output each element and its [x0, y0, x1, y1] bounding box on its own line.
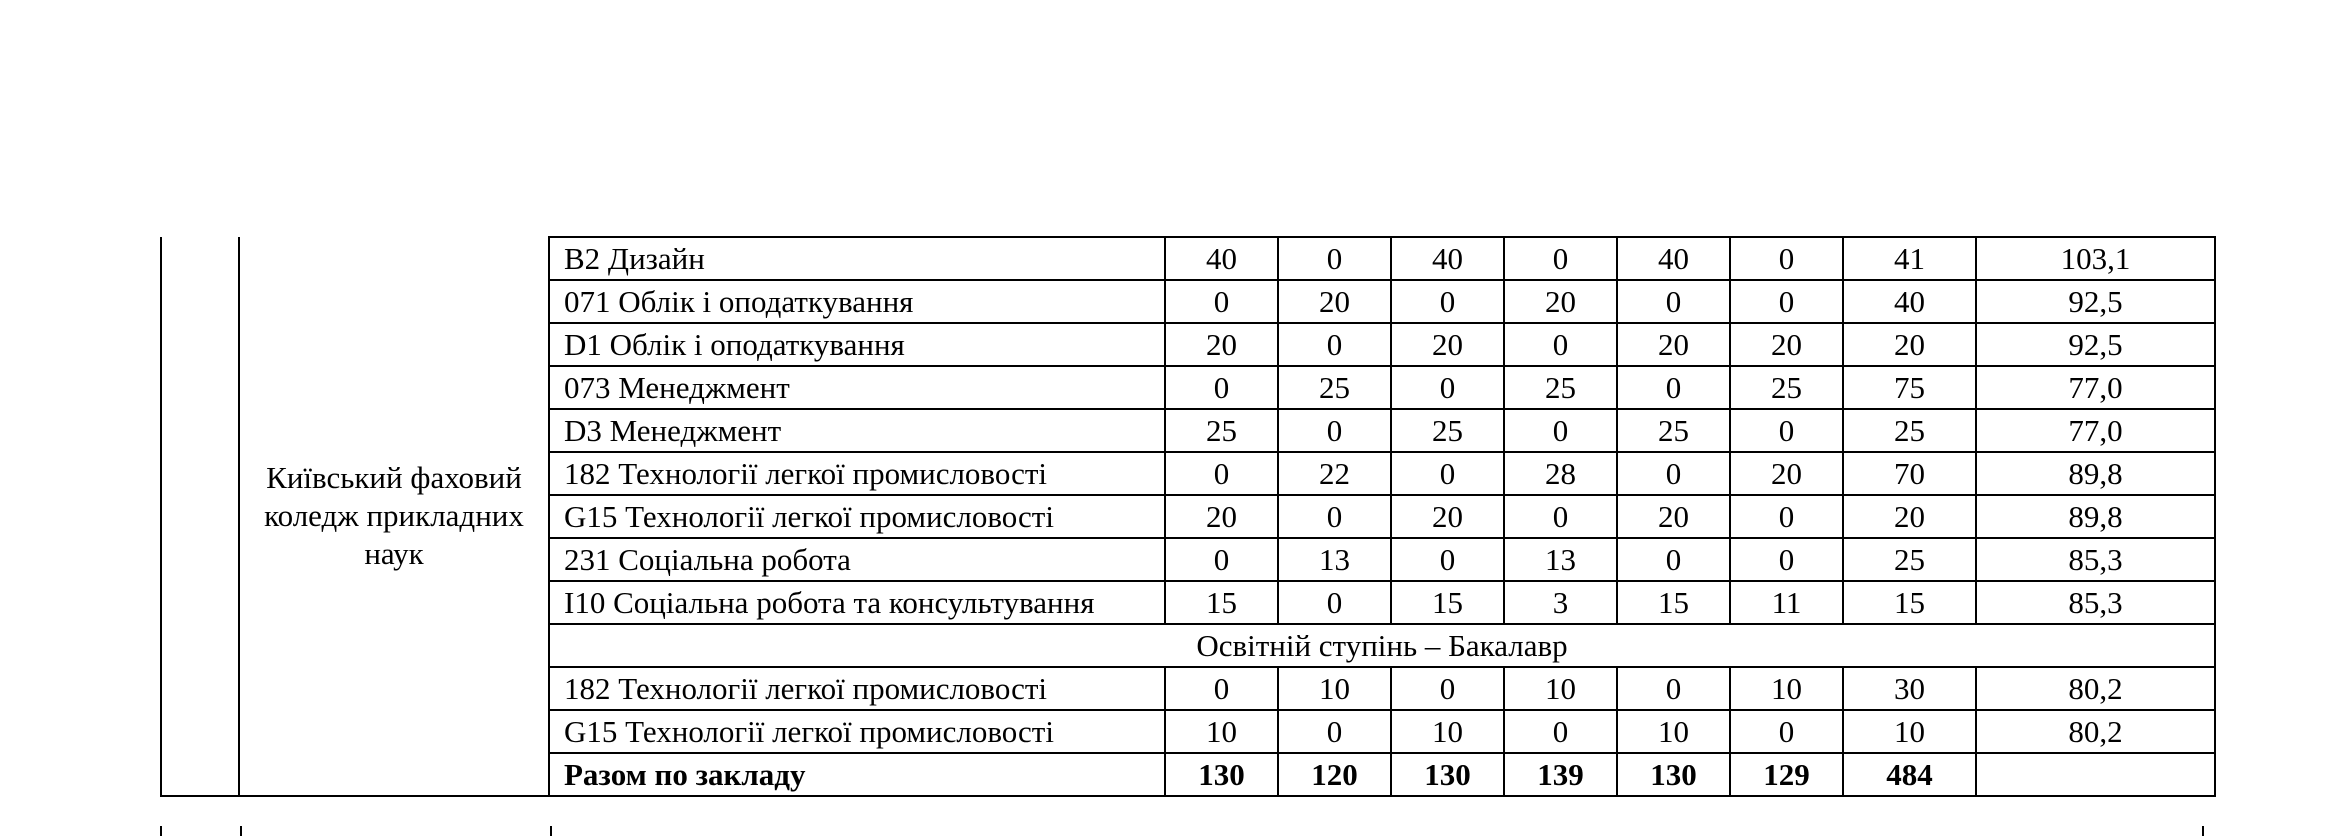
value-cell: 25 [1504, 366, 1617, 409]
value-cell: 20 [1617, 495, 1730, 538]
value-cell: 0 [1391, 280, 1504, 323]
value-cell: 22 [1278, 452, 1391, 495]
value-cell: 20 [1843, 495, 1976, 538]
specialty-name: 182 Технології легкої промисловості [549, 452, 1165, 495]
value-cell: 92,5 [1976, 280, 2215, 323]
value-cell: 25 [1843, 538, 1976, 581]
value-cell: 0 [1504, 409, 1617, 452]
value-cell: 0 [1278, 237, 1391, 280]
value-cell: 0 [1730, 237, 1843, 280]
value-cell: 89,8 [1976, 495, 2215, 538]
value-cell: 41 [1843, 237, 1976, 280]
value-cell: 20 [1391, 323, 1504, 366]
institution-name: Київський фаховий коледж прикладних наук [239, 237, 549, 796]
value-cell: 25 [1165, 409, 1278, 452]
value-cell: 70 [1843, 452, 1976, 495]
value-cell: 0 [1165, 366, 1278, 409]
value-cell: 10 [1165, 710, 1278, 753]
value-cell: 80,2 [1976, 667, 2215, 710]
value-cell: 10 [1730, 667, 1843, 710]
value-cell: 25 [1391, 409, 1504, 452]
specialty-name: G15 Технології легкої промисловості [549, 710, 1165, 753]
specialty-name: 071 Облік і оподаткування [549, 280, 1165, 323]
specialty-name: D3 Менеджмент [549, 409, 1165, 452]
value-cell: 20 [1617, 323, 1730, 366]
value-cell: 0 [1617, 366, 1730, 409]
value-cell: 20 [1391, 495, 1504, 538]
value-cell: 0 [1617, 538, 1730, 581]
specialty-name: 073 Менеджмент [549, 366, 1165, 409]
value-cell: 20 [1730, 323, 1843, 366]
row-number-cell [161, 237, 239, 796]
specialty-name: G15 Технології легкої промисловості [549, 495, 1165, 538]
value-cell: 20 [1843, 323, 1976, 366]
value-cell: 92,5 [1976, 323, 2215, 366]
value-cell: 20 [1165, 323, 1278, 366]
value-cell: 3 [1504, 581, 1617, 624]
value-cell: 0 [1165, 452, 1278, 495]
value-cell: 11 [1730, 581, 1843, 624]
value-cell: 25 [1730, 366, 1843, 409]
value-cell: 0 [1730, 495, 1843, 538]
value-cell: 28 [1504, 452, 1617, 495]
value-cell: 40 [1391, 237, 1504, 280]
value-cell: 10 [1504, 667, 1617, 710]
value-cell: 0 [1278, 495, 1391, 538]
section-title: Освітній ступінь – Бакалавр [549, 624, 2215, 667]
specialty-name: I10 Соціальна робота та консультування [549, 581, 1165, 624]
total-value-cell: 129 [1730, 753, 1843, 796]
value-cell: 85,3 [1976, 581, 2215, 624]
value-cell: 10 [1278, 667, 1391, 710]
value-cell: 25 [1617, 409, 1730, 452]
value-cell: 15 [1617, 581, 1730, 624]
value-cell: 0 [1391, 667, 1504, 710]
total-value-cell: 484 [1843, 753, 1976, 796]
value-cell: 10 [1843, 710, 1976, 753]
value-cell: 75 [1843, 366, 1976, 409]
value-cell: 0 [1504, 495, 1617, 538]
value-cell: 25 [1843, 409, 1976, 452]
value-cell: 20 [1278, 280, 1391, 323]
specialty-name: B2 Дизайн [549, 237, 1165, 280]
value-cell: 80,2 [1976, 710, 2215, 753]
value-cell: 40 [1843, 280, 1976, 323]
specialty-name: 182 Технології легкої промисловості [549, 667, 1165, 710]
table-row [161, 237, 2215, 280]
value-cell: 15 [1165, 581, 1278, 624]
value-cell: 0 [1391, 452, 1504, 495]
value-cell: 103,1 [1976, 237, 2215, 280]
value-cell: 0 [1391, 366, 1504, 409]
value-cell: 0 [1165, 538, 1278, 581]
value-cell: 10 [1617, 710, 1730, 753]
value-cell: 0 [1617, 667, 1730, 710]
value-cell: 0 [1617, 452, 1730, 495]
value-cell: 0 [1504, 237, 1617, 280]
value-cell: 13 [1504, 538, 1617, 581]
value-cell: 15 [1843, 581, 1976, 624]
value-cell: 40 [1165, 237, 1278, 280]
value-cell: 0 [1504, 710, 1617, 753]
value-cell: 0 [1278, 323, 1391, 366]
total-value-cell: 130 [1617, 753, 1730, 796]
total-label: Разом по закладу [549, 753, 1165, 796]
value-cell: 0 [1730, 280, 1843, 323]
value-cell: 20 [1730, 452, 1843, 495]
value-cell: 89,8 [1976, 452, 2215, 495]
value-cell: 13 [1278, 538, 1391, 581]
value-cell: 15 [1391, 581, 1504, 624]
value-cell: 25 [1278, 366, 1391, 409]
total-value-cell: 130 [1165, 753, 1278, 796]
value-cell: 85,3 [1976, 538, 2215, 581]
total-value-cell [1976, 753, 2215, 796]
value-cell: 77,0 [1976, 366, 2215, 409]
value-cell: 20 [1504, 280, 1617, 323]
value-cell: 0 [1730, 409, 1843, 452]
total-value-cell: 120 [1278, 753, 1391, 796]
value-cell: 0 [1278, 710, 1391, 753]
value-cell: 0 [1391, 538, 1504, 581]
next-row-fragment [160, 826, 2204, 836]
total-value-cell: 139 [1504, 753, 1617, 796]
specialty-name: D1 Облік і оподаткування [549, 323, 1165, 366]
value-cell: 0 [1165, 667, 1278, 710]
value-cell: 0 [1278, 409, 1391, 452]
admission-table [160, 236, 2216, 797]
value-cell: 10 [1391, 710, 1504, 753]
value-cell: 77,0 [1976, 409, 2215, 452]
value-cell: 30 [1843, 667, 1976, 710]
value-cell: 0 [1617, 280, 1730, 323]
value-cell: 0 [1278, 581, 1391, 624]
value-cell: 0 [1504, 323, 1617, 366]
value-cell: 0 [1730, 538, 1843, 581]
value-cell: 0 [1730, 710, 1843, 753]
value-cell: 0 [1165, 280, 1278, 323]
total-value-cell: 130 [1391, 753, 1504, 796]
value-cell: 20 [1165, 495, 1278, 538]
specialty-name: 231 Соціальна робота [549, 538, 1165, 581]
value-cell: 40 [1617, 237, 1730, 280]
